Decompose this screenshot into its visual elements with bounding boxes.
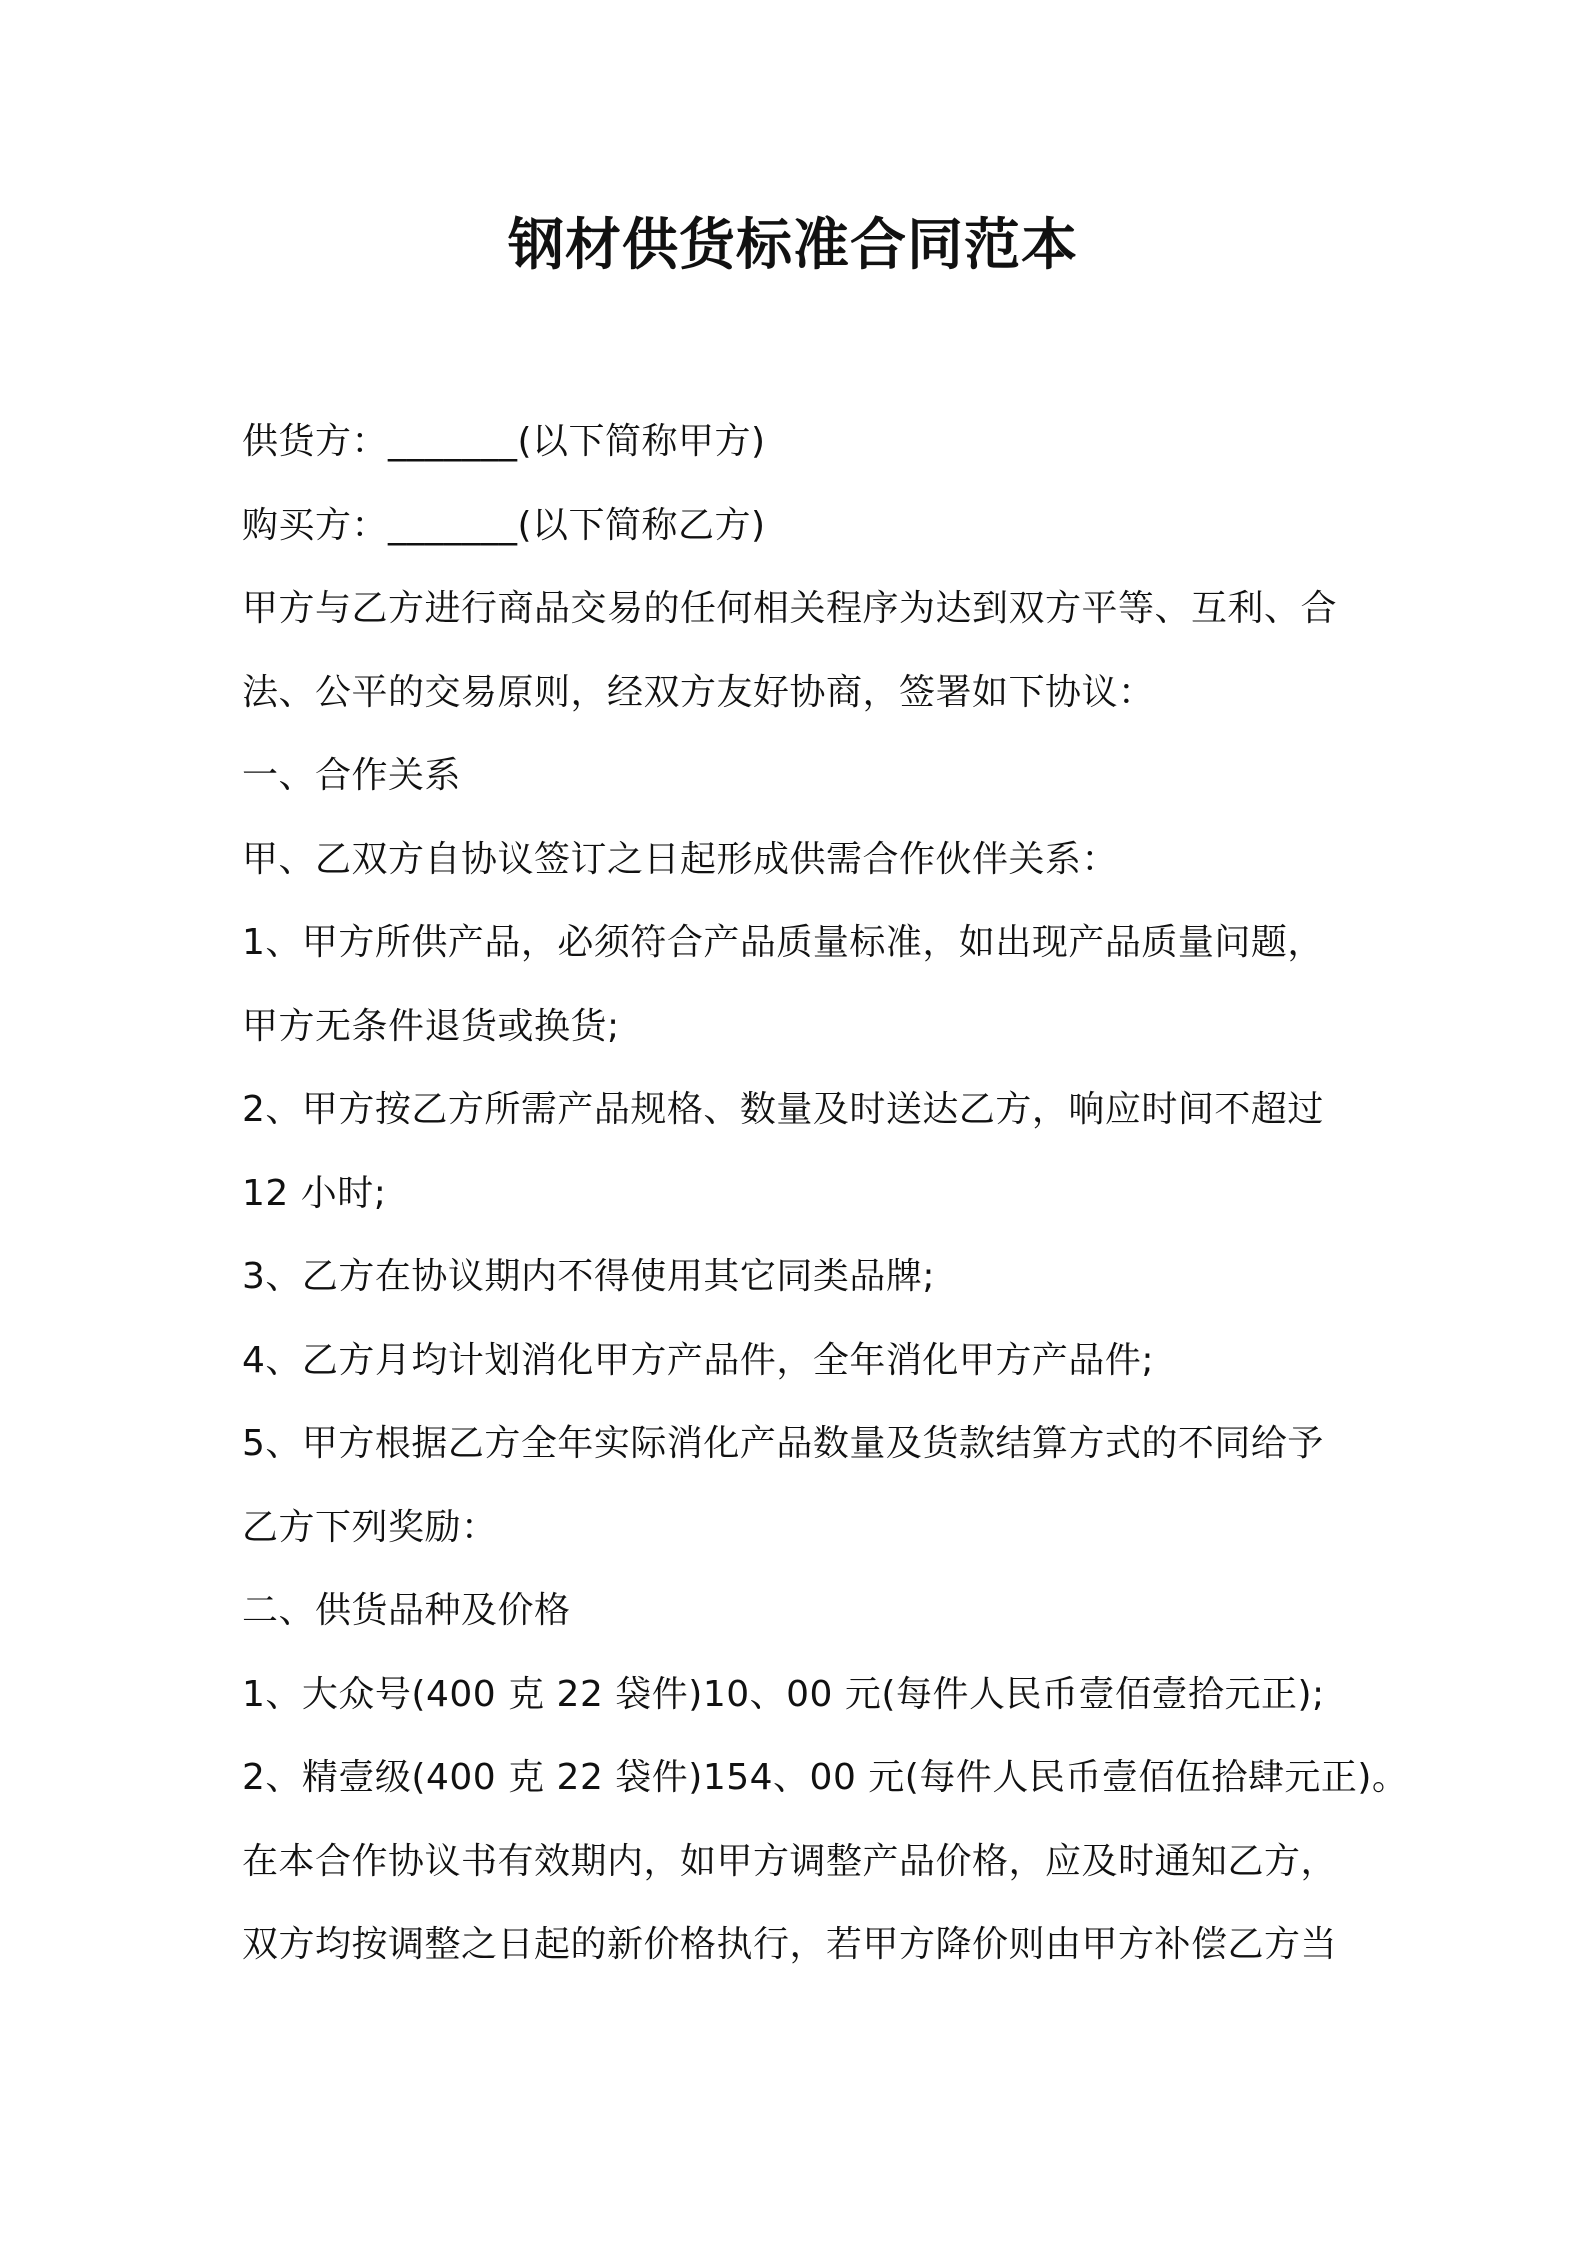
buyer-line: 购买方：_______(以下简称乙方) [242,504,766,546]
paragraph-line: 在本合作协议书有效期内，如甲方调整产品价格，应及时通知乙方， [242,1840,1338,1882]
document-title: 钢材供货标准合同范本 [508,213,1078,278]
section-heading: 一、合作关系 [242,755,462,796]
clause-line: 2、甲方按乙方所需产品规格、数量及时送达乙方，响应时间不超过 [242,1089,1324,1130]
supplier-line: 供货方：_______(以下简称甲方) [242,421,766,462]
price-line: 2、精壹级(400 克 22 袋件)154、00 元(每件人民币壹佰伍拾肆元正)。 [242,1757,1409,1798]
price-line: 1、大众号(400 克 22 袋件)10、00 元(每件人民币壹佰壹拾元正); [242,1673,1325,1715]
paragraph-line: 甲方与乙方进行商品交易的任何相关程序为达到双方平等、互利、合 [242,588,1338,629]
section-heading: 二、供货品种及价格 [242,1590,571,1631]
clause-line: 3、乙方在协议期内不得使用其它同类品牌; [242,1256,936,1297]
clause-line: 乙方下列奖励： [242,1506,498,1548]
document-body [242,410,1409,1997]
clause-line: 1、甲方所供产品，必须符合产品质量标准，如出现产品质量问题， [242,922,1324,963]
clause-line: 甲方无条件退货或换货; [242,1005,620,1047]
clause-line: 12 小时; [242,1172,387,1214]
paragraph-line: 甲、乙双方自协议签订之日起形成供需合作伙伴关系： [242,838,1119,880]
paragraph-line: 双方均按调整之日起的新价格执行，若甲方降价则由甲方补偿乙方当 [242,1924,1338,1965]
clause-line: 4、乙方月均计划消化甲方产品件，全年消化甲方产品件; [242,1339,1155,1381]
paragraph-line: 法、公平的交易原则，经双方友好协商，签署如下协议： [242,671,1155,713]
clause-line: 5、甲方根据乙方全年实际消化产品数量及货款结算方式的不同给予 [242,1423,1324,1464]
